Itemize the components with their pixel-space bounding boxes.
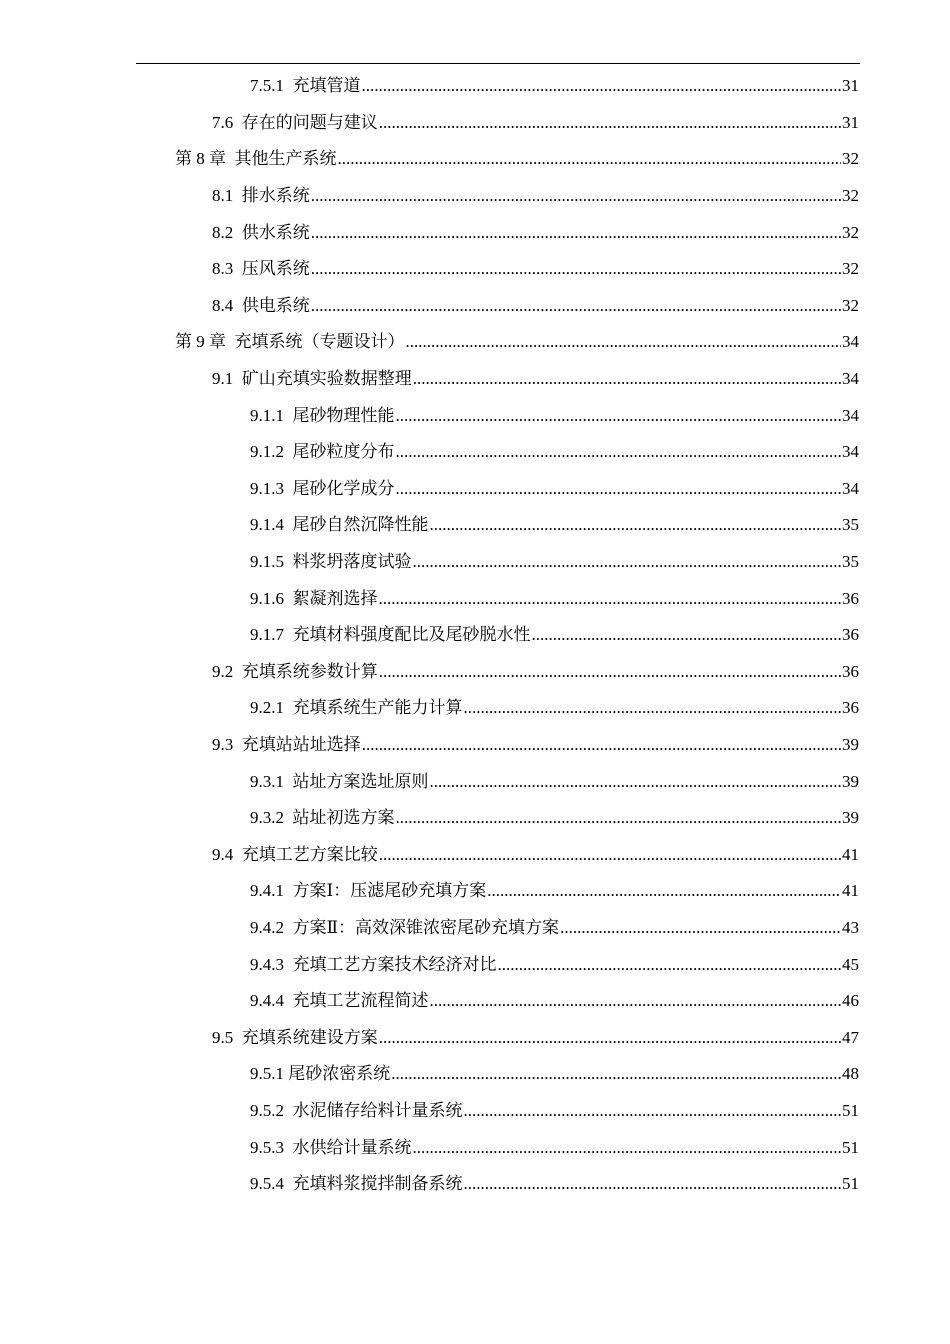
toc-dot-leader [379, 1028, 841, 1048]
toc-entry-gap [284, 76, 293, 95]
toc-entry-gap [284, 479, 293, 498]
toc-entry-label [250, 515, 429, 535]
toc-entry-number: 8.2 [212, 222, 234, 242]
toc-entry-title: 方案Ⅰ：压滤尾砂充填方案 [292, 881, 487, 901]
toc-entry-gap [284, 698, 293, 717]
toc-entry-gap [284, 918, 293, 937]
toc-entry-gap [233, 223, 242, 242]
toc-entry-label [212, 296, 310, 316]
toc-entry[interactable] [250, 1093, 859, 1130]
toc-entry-title: 充填材料强度配比及尾砂脱水性 [292, 625, 531, 645]
toc-entry[interactable] [212, 837, 859, 874]
toc-entry-label [250, 991, 429, 1011]
toc-entry-gap [284, 772, 293, 791]
toc-entry[interactable] [175, 324, 859, 361]
toc-entry[interactable] [212, 727, 859, 764]
toc-entry-number: 8.4 [212, 295, 234, 315]
toc-entry-gap [284, 991, 293, 1010]
toc-entry-title: 矿山充填实验数据整理 [241, 369, 412, 389]
toc-entry-title: 充填系统建设方案 [241, 1027, 378, 1047]
toc-page-number: 34 [842, 442, 859, 462]
toc-entry-title: 尾砂浓密系统 [288, 1064, 391, 1084]
toc-entry-number: 9.3.1 [250, 771, 284, 791]
toc-dot-leader [464, 1101, 842, 1121]
toc-entry-title: 尾砂化学成分 [292, 478, 395, 498]
toc-entry-gap [284, 1101, 293, 1120]
toc-entry-number: 9.4.4 [250, 991, 284, 1011]
toc-entry-number: 9.1.2 [250, 442, 284, 462]
toc-entry-number: 9.2.1 [250, 698, 284, 718]
toc-entry-number: 9.3 [212, 735, 234, 755]
toc-entry-number: 9.1.4 [250, 515, 284, 535]
toc-page-number: 35 [842, 515, 859, 535]
toc-entry-gap [233, 1028, 242, 1047]
toc-entry[interactable] [250, 68, 859, 105]
toc-entry-label [250, 698, 463, 718]
toc-entry-label [212, 223, 310, 243]
toc-dot-leader [532, 625, 842, 645]
toc-entry-title: 充填系统生产能力计算 [292, 698, 463, 718]
toc-entry-title: 充填料浆搅拌制备系统 [292, 1174, 463, 1194]
toc-entry-label [212, 113, 378, 133]
toc-entry-title: 充填工艺方案技术经济对比 [292, 954, 497, 974]
toc-entry-title: 其他生产系统 [234, 149, 337, 169]
toc-entry-number: 9.1.7 [250, 625, 284, 645]
toc-entry-title: 供水系统 [241, 222, 310, 242]
toc-entry-label [250, 808, 395, 828]
toc-entry-gap [284, 1138, 293, 1157]
toc-entry-title: 供电系统 [241, 295, 310, 315]
toc-entry-gap [284, 955, 293, 974]
toc-entry-number: 9.5 [212, 1027, 234, 1047]
toc-entry-label [250, 1174, 463, 1194]
toc-entry-title: 充填管道 [292, 76, 361, 96]
toc-entry-label [250, 589, 378, 609]
toc-entry-title: 充填工艺流程简述 [292, 991, 429, 1011]
toc-entry-gap [284, 589, 293, 608]
toc-dot-leader [362, 735, 841, 755]
toc-dot-leader [396, 442, 842, 462]
toc-entry-label [212, 1028, 378, 1048]
toc-page-number: 48 [842, 1064, 859, 1084]
toc-dot-leader [379, 113, 841, 133]
toc-entry-title: 絮凝剂选择 [292, 588, 378, 608]
toc-entry-title: 水供给计量系统 [292, 1137, 412, 1157]
toc-entry-gap [284, 552, 293, 571]
toc-entry-gap [284, 808, 293, 827]
toc-entry[interactable] [212, 1020, 859, 1057]
toc-entry[interactable] [250, 580, 859, 617]
toc-entry-title: 尾砂自然沉降性能 [292, 515, 429, 535]
toc-dot-leader [396, 479, 842, 499]
toc-dot-leader [391, 1064, 841, 1084]
toc-page-number: 31 [842, 112, 859, 132]
toc-entry-gap [233, 369, 242, 388]
toc-entry-label [212, 186, 310, 206]
toc-page-number: 32 [842, 149, 859, 169]
toc-dot-leader [413, 369, 841, 389]
toc-entry-number: 7.6 [212, 112, 234, 132]
toc-entry[interactable] [250, 1056, 859, 1093]
toc-page-number: 46 [842, 991, 859, 1011]
toc-entry-number: 9.1.1 [250, 405, 284, 425]
toc-entry-label [250, 955, 497, 975]
toc-entry-title: 充填系统参数计算 [241, 661, 378, 681]
toc-entry-title: 充填站站址选择 [241, 735, 361, 755]
toc-entry-title: 方案Ⅱ：高效深锥浓密尾砂充填方案 [292, 918, 560, 938]
toc-entry-gap [284, 625, 293, 644]
toc-entry-title: 压风系统 [241, 259, 310, 279]
toc-dot-leader [430, 515, 842, 535]
toc-page-number: 35 [842, 552, 859, 572]
toc-page-number: 36 [842, 698, 859, 718]
toc-entry-label [250, 881, 486, 901]
toc-page-number: 32 [842, 186, 859, 206]
toc-entry-number: 7.5.1 [250, 76, 284, 96]
toc-page-number: 41 [842, 844, 859, 864]
toc-entry-number: 9.5.1 [250, 1064, 284, 1084]
toc-page-number: 34 [842, 369, 859, 389]
toc-page-number: 36 [842, 625, 859, 645]
toc-entry[interactable] [250, 397, 859, 434]
toc-dot-leader [311, 186, 841, 206]
toc-dot-leader [338, 149, 842, 169]
toc-dot-leader [379, 845, 841, 865]
toc-entry[interactable] [212, 178, 859, 215]
toc-entry-title: 站址初选方案 [292, 808, 395, 828]
toc-entry-label [212, 662, 378, 682]
toc-entry-title: 存在的问题与建议 [241, 112, 378, 132]
toc-entry-gap [233, 735, 242, 754]
toc-entry[interactable] [212, 105, 859, 142]
toc-dot-leader [311, 223, 841, 243]
toc-entry-title: 尾砂粒度分布 [292, 442, 395, 462]
toc-entry[interactable] [250, 800, 859, 837]
toc-dot-leader [362, 76, 842, 96]
toc-page-number: 41 [842, 881, 859, 901]
toc-dot-leader [498, 955, 842, 975]
toc-entry-title: 排水系统 [241, 186, 310, 206]
toc-page-number: 51 [842, 1174, 859, 1194]
toc-entry-number: 9.3.2 [250, 808, 284, 828]
toc-entry-label [250, 772, 429, 792]
toc-entry[interactable] [250, 1129, 859, 1166]
toc-entry-gap [226, 332, 235, 351]
toc-entry[interactable] [212, 654, 859, 691]
toc-entry-label [250, 406, 395, 426]
toc-page-number: 36 [842, 588, 859, 608]
toc-page-number: 39 [842, 735, 859, 755]
toc-entry[interactable] [250, 471, 859, 508]
toc-entry-label [212, 369, 412, 389]
toc-dot-leader [413, 552, 842, 572]
toc-page-number: 32 [842, 222, 859, 242]
toc-entry-number: 8.3 [212, 259, 234, 279]
toc-dot-leader [560, 918, 841, 938]
toc-page-number: 34 [842, 332, 859, 352]
toc-entry-label [250, 1064, 390, 1084]
toc-entry-title: 充填工艺方案比较 [241, 844, 378, 864]
toc-dot-leader [379, 662, 841, 682]
toc-entry-number: 9.4.3 [250, 954, 284, 974]
toc-entry[interactable] [250, 873, 859, 910]
toc-entry[interactable] [250, 983, 859, 1020]
toc-entry-number: 9.4.1 [250, 881, 284, 901]
toc-page-number: 45 [842, 954, 859, 974]
header-rule [136, 63, 860, 64]
toc-dot-leader [464, 698, 842, 718]
toc-page-number: 34 [842, 478, 859, 498]
toc-entry[interactable] [175, 141, 859, 178]
toc-dot-leader [487, 881, 841, 901]
toc-entry[interactable] [250, 1166, 859, 1203]
toc-dot-leader [379, 589, 842, 609]
toc-dot-leader [406, 332, 842, 352]
toc-dot-leader [464, 1174, 842, 1194]
toc-entry-number: 第 9 章 [175, 332, 226, 352]
toc-page-number: 34 [842, 405, 859, 425]
toc-entry[interactable] [250, 544, 859, 581]
toc-entry-gap [284, 515, 293, 534]
toc-entry-gap [233, 296, 242, 315]
toc-entry-number: 9.4.2 [250, 918, 284, 938]
toc-entry[interactable] [250, 434, 859, 471]
toc-entry-title: 站址方案选址原则 [292, 771, 429, 791]
toc-entry-number: 9.1.3 [250, 478, 284, 498]
toc-entry-label [250, 442, 395, 462]
toc-page-number: 32 [842, 295, 859, 315]
toc-entry-label [212, 259, 310, 279]
toc-entry-label [212, 845, 378, 865]
toc-entry-gap [284, 881, 293, 900]
toc-entry-number: 9.1.5 [250, 552, 284, 572]
toc-entry-number: 9.5.4 [250, 1174, 284, 1194]
toc-entry-label [250, 1101, 463, 1121]
toc-entry-title: 尾砂物理性能 [292, 405, 395, 425]
toc-entry-number: 9.2 [212, 661, 234, 681]
toc-entry[interactable] [250, 910, 859, 947]
toc-entry-gap [284, 406, 293, 425]
toc-entry-label [175, 332, 405, 352]
toc-entry-label [175, 149, 337, 169]
toc-entry-gap [233, 662, 242, 681]
toc-dot-leader [430, 772, 842, 792]
toc-entry-label [250, 1138, 412, 1158]
toc-entry[interactable] [212, 214, 859, 251]
toc-entry-title: 料浆坍落度试验 [292, 552, 412, 572]
toc-entry-gap [233, 113, 242, 132]
toc-entry-label [250, 918, 559, 938]
toc-page-number: 39 [842, 808, 859, 828]
toc-entry-label [250, 479, 395, 499]
toc-entry[interactable] [250, 763, 859, 800]
toc-entry[interactable] [250, 946, 859, 983]
toc-page-number: 31 [842, 76, 859, 96]
toc-entry[interactable] [212, 251, 859, 288]
toc-entry[interactable] [250, 617, 859, 654]
toc-page-number: 43 [842, 918, 859, 938]
toc-page-number: 51 [842, 1101, 859, 1121]
toc-page-number: 32 [842, 259, 859, 279]
toc-dot-leader [396, 406, 842, 426]
toc-entry-number: 9.1.6 [250, 588, 284, 608]
toc-entry-gap [284, 1174, 293, 1193]
toc-entry-gap [233, 845, 242, 864]
toc-entry-number: 9.5.3 [250, 1137, 284, 1157]
toc-page-number: 51 [842, 1137, 859, 1157]
toc-entry[interactable] [212, 288, 859, 325]
toc-page-number: 47 [842, 1027, 859, 1047]
toc-entry-number: 9.4 [212, 844, 234, 864]
toc-entry[interactable] [250, 507, 859, 544]
toc-page-number: 39 [842, 771, 859, 791]
toc-entry-title: 充填系统（专题设计） [234, 332, 405, 352]
toc-entry-number: 8.1 [212, 186, 234, 206]
toc-page-number: 36 [842, 661, 859, 681]
toc-dot-leader [413, 1138, 842, 1158]
toc-dot-leader [311, 296, 841, 316]
toc-entry-gap [226, 149, 235, 168]
toc-entry-number: 9.5.2 [250, 1101, 284, 1121]
toc-entry-number: 第 8 章 [175, 149, 226, 169]
toc-dot-leader [311, 259, 841, 279]
toc-entry-gap [233, 259, 242, 278]
toc-entry-label [250, 76, 361, 96]
toc-entry[interactable] [212, 361, 859, 398]
toc-entry-gap [284, 442, 293, 461]
toc-entry-label [250, 625, 531, 645]
toc-entry-title: 水泥储存给料计量系统 [292, 1101, 463, 1121]
toc-entry-label [212, 735, 361, 755]
toc-dot-leader [430, 991, 842, 1011]
toc-entry-gap [233, 186, 242, 205]
toc-entry-number: 9.1 [212, 369, 234, 389]
toc-entry[interactable] [250, 690, 859, 727]
toc-dot-leader [396, 808, 842, 828]
toc-entry-label [250, 552, 412, 572]
